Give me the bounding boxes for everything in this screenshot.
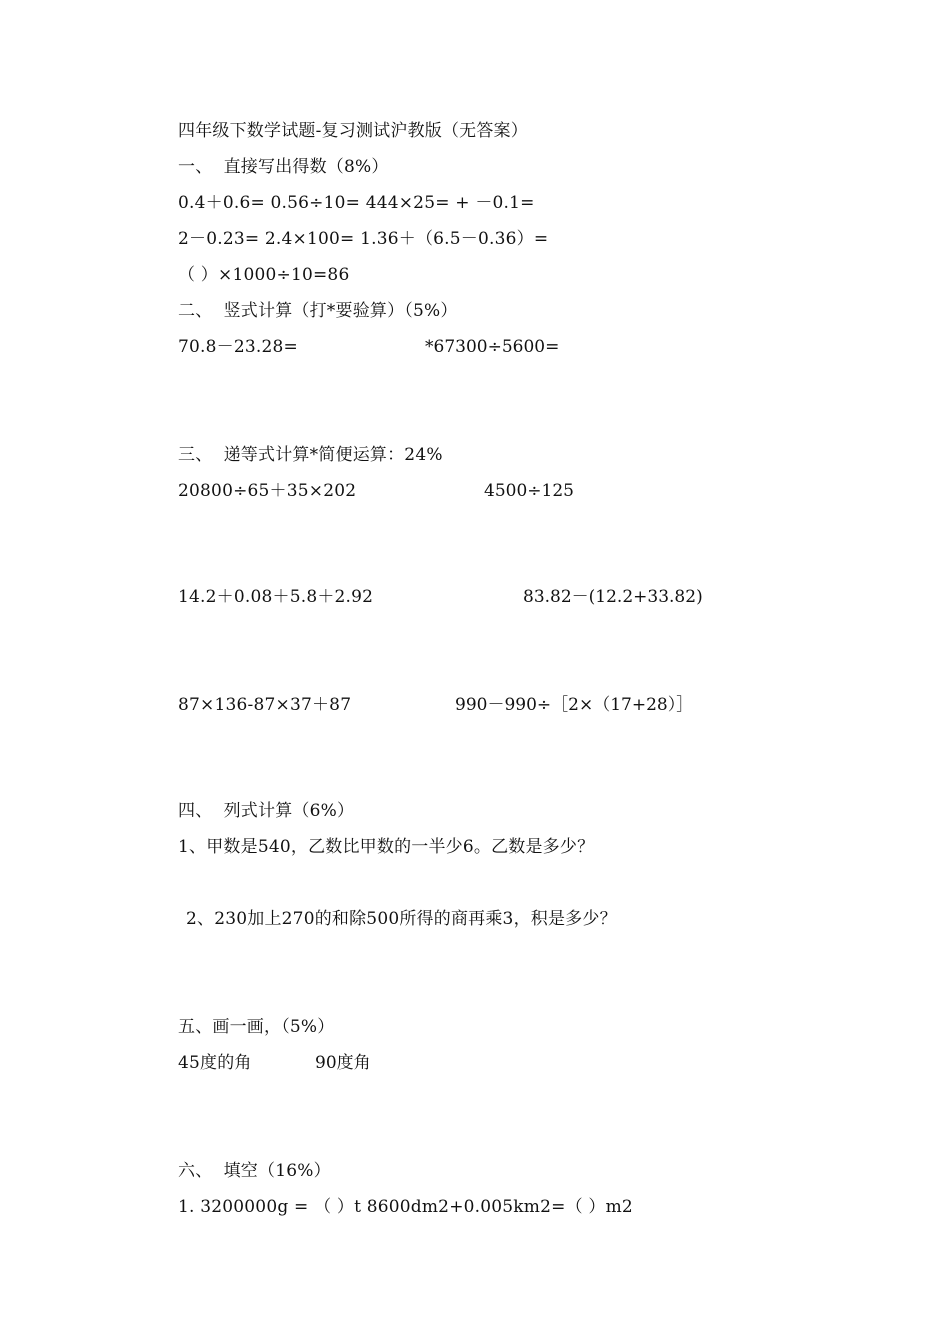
section-2-right-problem: *67300÷5600= xyxy=(425,337,560,357)
section-1-row-2: 2－0.23= 2.4×100= 1.36＋（6.5－0.36）= xyxy=(178,229,549,249)
section-6-question-1: 1. 3200000g = （ ）t 8600dm2+0.005km2=（ ）m2 xyxy=(178,1197,633,1217)
section-3-problem-1: 20800÷65＋35×202 xyxy=(178,481,357,501)
section-3-problem-5: 87×136-87×37＋87 xyxy=(178,695,352,715)
section-4-question-1: 1、甲数是540，乙数比甲数的一半少6。乙数是多少？ xyxy=(178,837,595,857)
section-3-problem-4: 83.82－(12.2+33.82) xyxy=(523,587,703,607)
section-5-heading: 五、画一画，（5%） xyxy=(178,1017,335,1037)
section-6-heading: 六、 填空（16%） xyxy=(178,1161,331,1181)
section-1-row-3: （ ）×1000÷10=86 xyxy=(178,265,350,285)
section-2-left-problem: 70.8－23.28= xyxy=(178,337,298,357)
document-title: 四年级下数学试题-复习测试沪教版（无答案） xyxy=(178,121,528,141)
section-2-heading: 二、 竖式计算（打*要验算）（5%） xyxy=(178,301,458,321)
section-5-right-task: 90度角 xyxy=(315,1053,371,1073)
section-1-heading: 一、 直接写出得数（8%） xyxy=(178,157,389,177)
section-3-problem-2: 4500÷125 xyxy=(484,481,574,501)
section-4-heading: 四、 列式计算（6%） xyxy=(178,801,355,821)
section-3-problem-3: 14.2＋0.08＋5.8＋2.92 xyxy=(178,587,374,607)
section-3-heading: 三、 递等式计算*简便运算：24% xyxy=(178,445,443,465)
section-5-left-task: 45度的角 xyxy=(178,1053,252,1073)
section-1-row-1: 0.4＋0.6= 0.56÷10= 444×25= + －0.1= xyxy=(178,193,535,213)
section-3-problem-6: 990－990÷［2×（17+28）］ xyxy=(455,695,694,715)
section-4-question-2: 2、230加上270的和除500所得的商再乘3，积是多少？ xyxy=(186,909,617,929)
